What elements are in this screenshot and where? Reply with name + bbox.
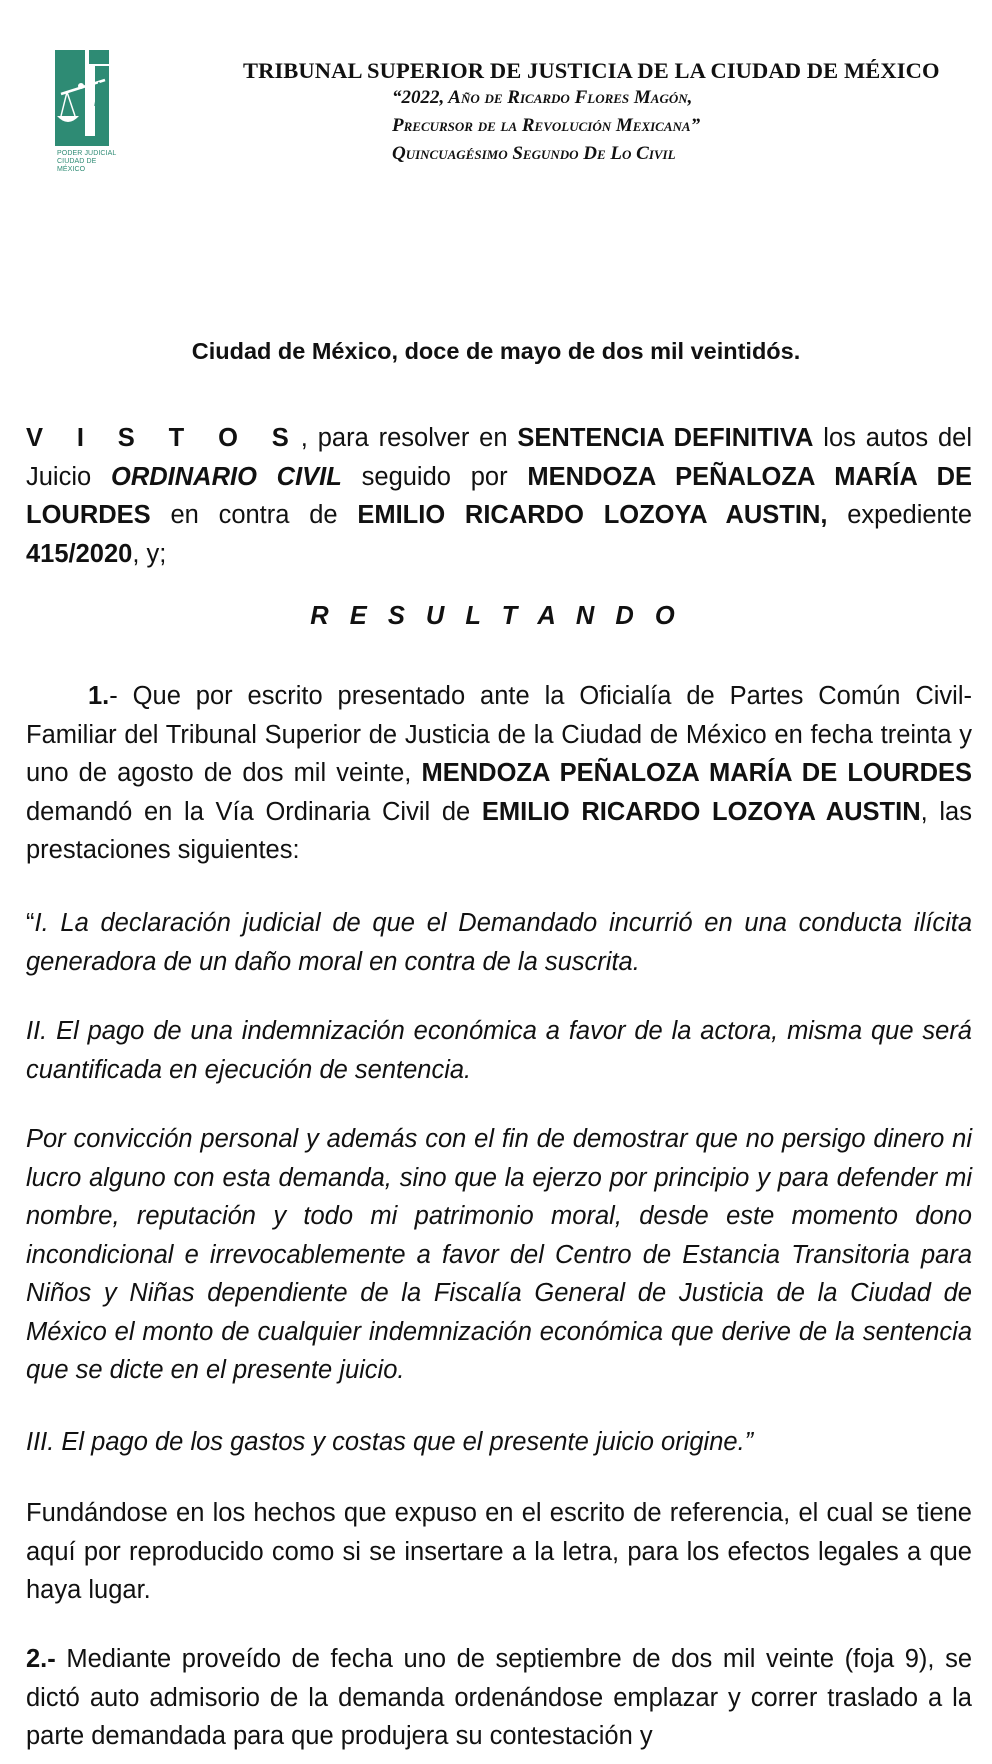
quote-item-2: II. El pago de una indemnización económica a favor de la actora, misma que será cuantificada en ejecución de sentencia. [26,1017,972,1084]
juicio-type: ORDINARIO CIVIL [110,462,342,491]
resultando-1-paragraph [26,677,972,870]
year-motto-line2: Precursor de la Revolución Mexicana” [392,115,701,136]
vistos-text: , para resolver en [300,424,518,452]
quote-item-4 [26,1423,972,1462]
court-name: TRIBUNAL SUPERIOR DE JUSTICIA DE LA CIUDAD DE MÉXICO [243,58,940,83]
open-quote: “ [26,909,35,937]
paragraph-number: 2.- [26,1645,56,1673]
paragraph-text: Mediante proveído de fecha uno de septiembre de dos mil veinte (foja 9), se dictó auto admisorio de la demanda ordenándose emplazar y correr traslado a la parte demandada para que produjera su contestación y [26,1645,972,1750]
fundandose-paragraph: Fundándose en los hechos que expuso en el escrito de referencia, el cual se tiene aquí por reproducido como si se insertare a la letra, para los efectos legales a que haya lugar. [26,1499,972,1604]
vistos-text: seguido por [341,462,528,491]
resultando-2-paragraph [26,1640,972,1756]
vistos-text: los autos del Juicio [26,424,972,491]
actora-name: MENDOZA PEÑALOZA MARÍA DE LOURDES [26,462,973,529]
demandado-name: EMILIO RICARDO LOZOYA AUSTIN, [357,501,828,529]
year-motto-line1: “2022, Año de Ricardo Flores Magón, [392,87,693,108]
vistos-word: V I S T O S [26,424,301,452]
resultando-heading: R E S U L T A N D O [310,602,682,630]
paragraph-text: - Que por escrito presentado ante la Oficialía de Partes Común Civil-Familiar del Tribunal Superior de Justicia de la Ciudad de México en fecha treinta y uno de agosto de dos mil veinte, [26,682,972,787]
demandado-name: EMILIO RICARDO LOZOYA AUSTIN [481,797,921,826]
quote-item-1 [26,904,972,981]
document-date: Ciudad de México, doce de mayo de dos mil veintidós. [191,338,801,364]
close-quote: ” [744,1428,754,1456]
quote-text: I. La declaración judicial de que el Demandado incurrió en una conducta ilícita generadora de un daño moral en contra de la suscrita. [26,909,972,976]
quote-text: III. El pago de los gastos y costas que el presente juicio origine. [26,1428,745,1456]
paragraph-number: 1. [88,682,110,710]
vistos-text: expediente [827,501,973,529]
actora-name: MENDOZA PEÑALOZA MARÍA DE LOURDES [421,759,972,787]
paragraph-text: demandó en la Vía Ordinaria Civil de [26,797,482,826]
quote-item-3: Por convicción personal y además con el fin de demostrar que no persigo dinero ni lucro alguno con esta demanda, sino que la ejerzo por principio y para defender mi nombre, reputación y todo mi patrimonio moral, desde este momento dono incondicional e irrevocablemente a favor del Centro de Estancia Transitoria para Niños y Niñas dependiente de la Fiscalía General de Justicia de la Ciudad de México el monto de cualquier indemnización económica que derive de la sentencia que se dicte en el presente juicio. [26,1125,972,1384]
expediente-number: 415/2020 [26,539,133,568]
vistos-paragraph [26,419,972,573]
sentencia-label: SENTENCIA DEFINITIVA [517,424,814,452]
logo-caption: PODER JUDICIAL CIUDAD DE MÉXICO [57,150,117,173]
vistos-text: , y; [132,539,167,568]
vistos-text: en contra de [150,501,358,529]
court-division: Quincuagésimo Segundo De Lo Civil [392,143,676,164]
paragraph-text: , las prestaciones siguientes: [26,797,972,864]
